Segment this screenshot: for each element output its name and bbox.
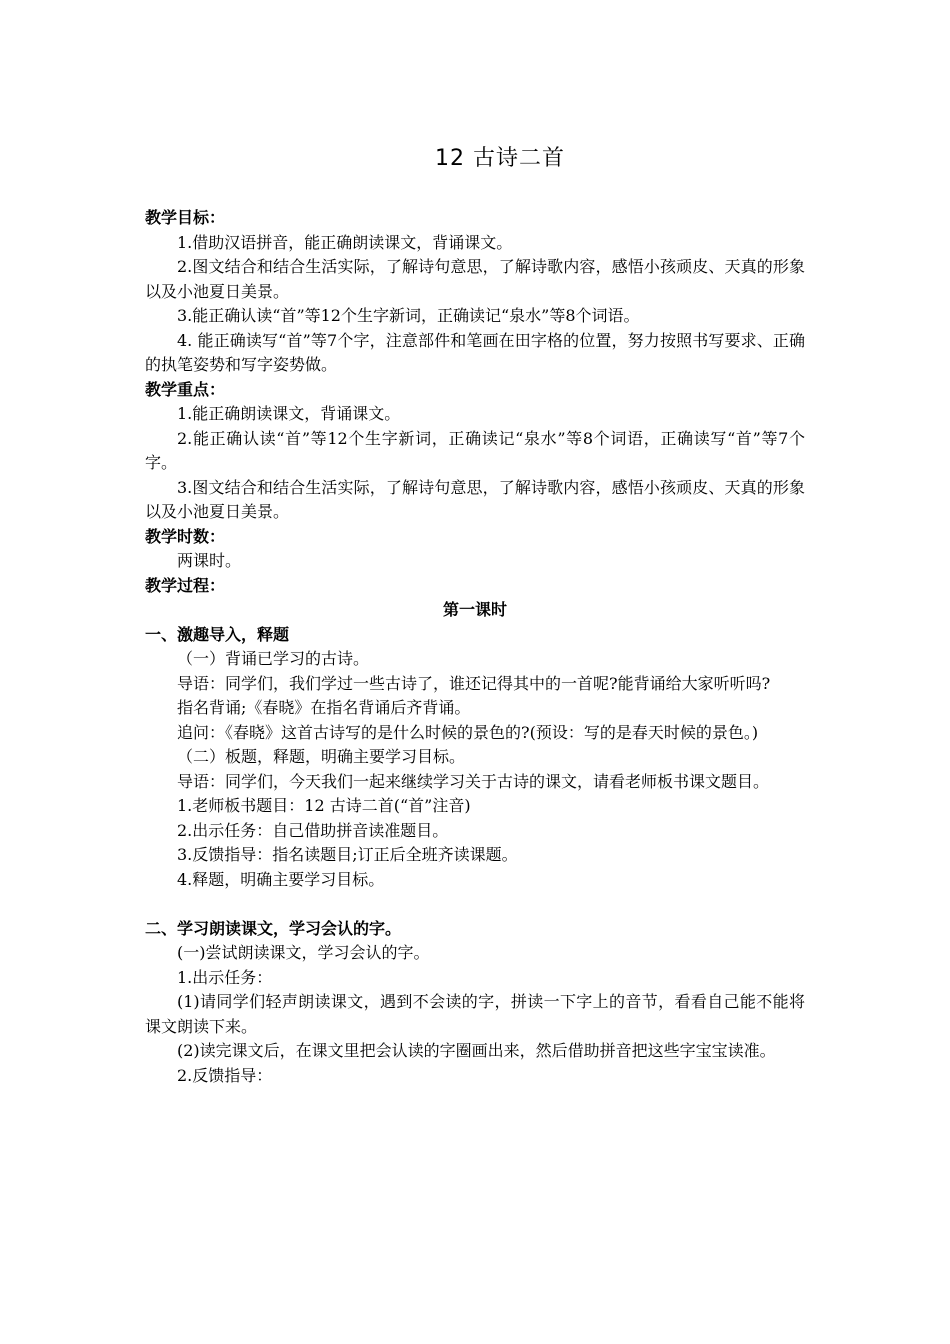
process-paragraph: (2)读完课文后，在课文里把会认读的字圈画出来，然后借助拼音把这些字宝宝读准。 bbox=[177, 1041, 776, 1060]
process-paragraph: 2.反馈指导： bbox=[177, 1065, 273, 1085]
focus-item: 1.能正确朗读课文，背诵课文。 bbox=[177, 404, 401, 423]
section-heading: 一、激趣导入，释题 bbox=[145, 624, 290, 644]
goal-item: 2.图文结合和结合生活实际，了解诗句意思，了解诗歌内容，感悟小孩顽皮、天真的形象以及小池夏日美景。 bbox=[145, 257, 805, 301]
process-paragraph: 追问：《春晓》这首古诗写的是什么时候的景色的?(预设：写的是春天时候的景色。) bbox=[177, 722, 759, 742]
process-paragraph: 3.反馈指导：指名读题目;订正后全班齐读课题。 bbox=[177, 845, 518, 864]
class-hours-text: 两课时。 bbox=[177, 551, 242, 570]
goal-item: 4. 能正确读写“首”等7个字，注意部件和笔画在田字格的位置，努力按照书写要求、正确的执笔姿势和写字姿势做。 bbox=[145, 330, 805, 374]
focus-item: 3.图文结合和结合生活实际，了解诗句意思，了解诗歌内容，感悟小孩顽皮、天真的形象以及小池夏日美景。 bbox=[145, 477, 805, 521]
heading-teaching-focus: 教学重点： bbox=[145, 379, 226, 399]
process-paragraph: 导语：同学们，今天我们一起来继续学习关于古诗的课文，请看老师板书课文题目。 bbox=[177, 771, 770, 791]
heading-teaching-goals: 教学目标： bbox=[145, 208, 226, 227]
process-paragraph: (一)尝试朗读课文，学习会认的字。 bbox=[177, 943, 430, 962]
process-paragraph: 2.出示任务：自己借助拼音读准题目。 bbox=[177, 820, 449, 840]
document-title: 12 古诗二首 bbox=[435, 146, 565, 171]
document-body bbox=[145, 206, 805, 1088]
process-paragraph: （二）板题，释题，明确主要学习目标。 bbox=[177, 747, 466, 766]
goal-item: 3.能正确认读“首”等12个生字新词，正确读记“泉水”等8个词语。 bbox=[177, 306, 640, 325]
heading-teaching-process: 教学过程： bbox=[145, 575, 226, 595]
focus-item: 2.能正确认读“首”等12个生字新词，正确读记“泉水”等8个词语，正确读写“首”等7个字。 bbox=[145, 428, 805, 472]
process-paragraph: 导语：同学们，我们学过一些古诗了，谁还记得其中的一首呢?能背诵给大家听听吗? bbox=[177, 673, 771, 693]
process-paragraph: 1.出示任务： bbox=[177, 967, 273, 987]
blank-line bbox=[145, 892, 805, 917]
process-paragraph: 1.老师板书题目：12 古诗二首(“首”注音) bbox=[177, 796, 471, 815]
heading-class-hours: 教学时数： bbox=[145, 526, 226, 546]
process-paragraph: （一）背诵已学习的古诗。 bbox=[177, 649, 370, 668]
lesson-heading: 第一课时 bbox=[442, 600, 507, 619]
process-paragraph: (1)请同学们轻声朗读课文，遇到不会读的字，拼读一下字上的音节，看看自己能不能将课文朗读下来。 bbox=[145, 992, 805, 1036]
goal-item: 1.借助汉语拼音，能正确朗读课文，背诵课文。 bbox=[177, 232, 513, 252]
process-paragraph: 指名背诵;《春晓》在指名背诵后齐背诵。 bbox=[177, 698, 471, 717]
process-paragraph: 4.释题，明确主要学习目标。 bbox=[177, 869, 385, 889]
section-heading: 二、学习朗读课文，学习会认的字。 bbox=[145, 918, 402, 938]
